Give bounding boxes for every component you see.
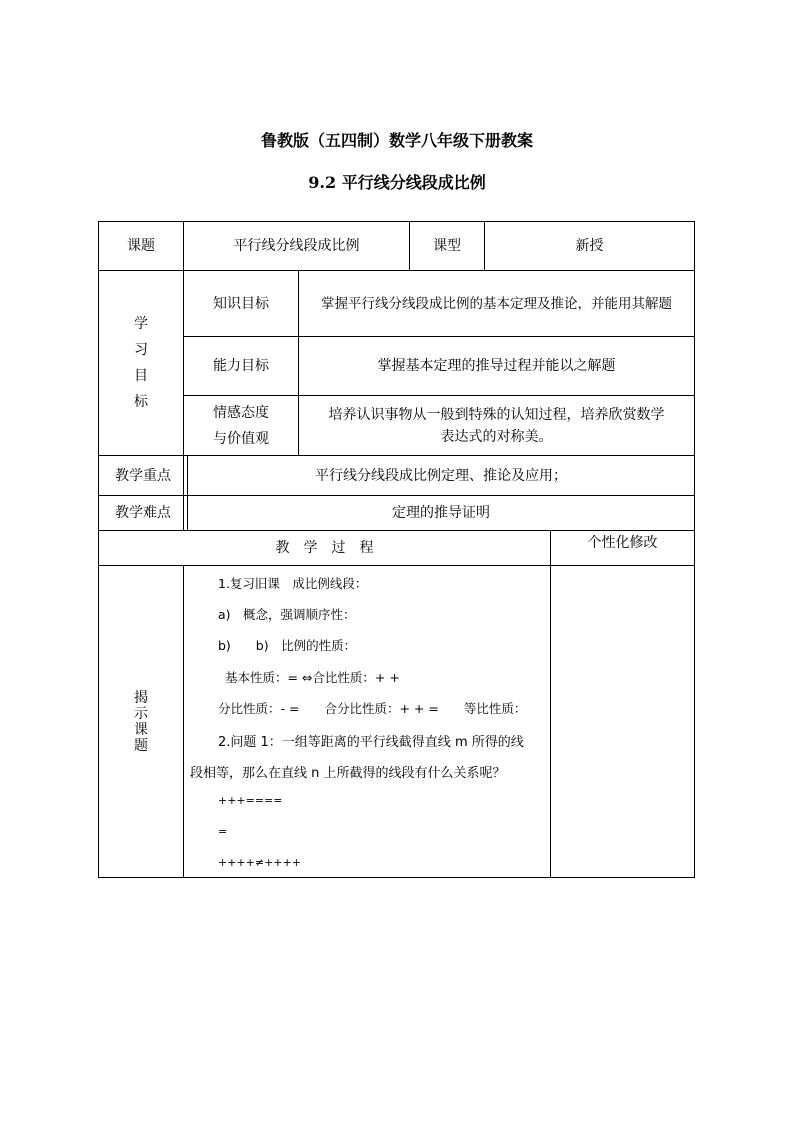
ability-goal-content: 掌握基本定理的推导过程并能以之解题	[377, 358, 616, 374]
process-line: 分比性质：- = 合分比性质：+ + = 等比性质：	[218, 701, 527, 716]
lesson-type-value: 新授	[575, 238, 604, 254]
key-point-label: 教学重点	[115, 467, 171, 484]
emotion-goal-label	[184, 396, 298, 455]
lesson-type-label: 课型	[433, 238, 461, 254]
process-line: 基本性质：= ⇔合比性质：+ +	[225, 670, 400, 685]
emotion-content-line: 表达式的对称美。	[440, 428, 553, 445]
process-line: =	[218, 825, 228, 838]
process-line: +++====	[218, 794, 283, 807]
personalization-header: 个性化修改	[587, 535, 658, 551]
lesson-title: 9.2 平行线分线段成比例	[308, 173, 486, 192]
goal-char: 习	[134, 342, 148, 358]
process-line: 段相等，那么在直线 n 上所截得的线段有什么关系呢？	[190, 766, 506, 781]
process-line: 1.复习旧课 成比例线段：	[218, 576, 368, 591]
process-line: b) b) 比例的性质：	[218, 638, 357, 653]
emotion-content-line: 培养认识事物从一般到特殊的认知过程，培养欣赏数学	[328, 406, 665, 423]
difficulty-label: 教学难点	[115, 505, 171, 521]
row-divider	[98, 565, 695, 566]
process-line: 2.问题 1：一组等距离的平行线截得直线 m 所得的线	[218, 735, 524, 750]
document-title: 鲁教版（五四制）数学八年级下册教案	[260, 131, 533, 150]
emotion-goal-content	[299, 396, 694, 455]
side-char: 课	[134, 721, 148, 738]
side-char: 示	[134, 705, 148, 722]
subject-label: 课题	[127, 238, 155, 254]
table-border-bottom	[98, 877, 695, 878]
knowledge-goal-label: 知识目标	[213, 295, 269, 312]
key-point-content: 平行线分线段成比例定理、推论及应用；	[315, 467, 567, 484]
knowledge-goal-content: 掌握平行线分线段成比例的基本定理及推论，并能用其解题	[321, 295, 672, 312]
difficulty-content: 定理的推导证明	[392, 505, 490, 521]
process-line: a) 概念，强调顺序性：	[218, 607, 356, 622]
process-line: ++++≠++++	[218, 856, 301, 869]
goal-char: 标	[134, 394, 148, 410]
column-divider	[183, 565, 184, 877]
process-header: 教 学 过 程	[275, 540, 374, 556]
subject-value: 平行线分线段成比例	[233, 238, 360, 254]
learning-goals-label	[99, 271, 183, 455]
ability-goal-label: 能力目标	[213, 358, 269, 374]
goal-char: 学	[134, 316, 148, 332]
column-divider	[550, 530, 551, 877]
side-label	[99, 566, 183, 877]
emotion-label-line: 与价值观	[213, 430, 269, 447]
goal-char: 目	[134, 368, 148, 384]
side-char: 题	[134, 737, 148, 754]
emotion-label-line: 情感态度	[213, 404, 269, 421]
side-char: 揭	[134, 689, 148, 706]
table-border-right	[694, 221, 695, 878]
